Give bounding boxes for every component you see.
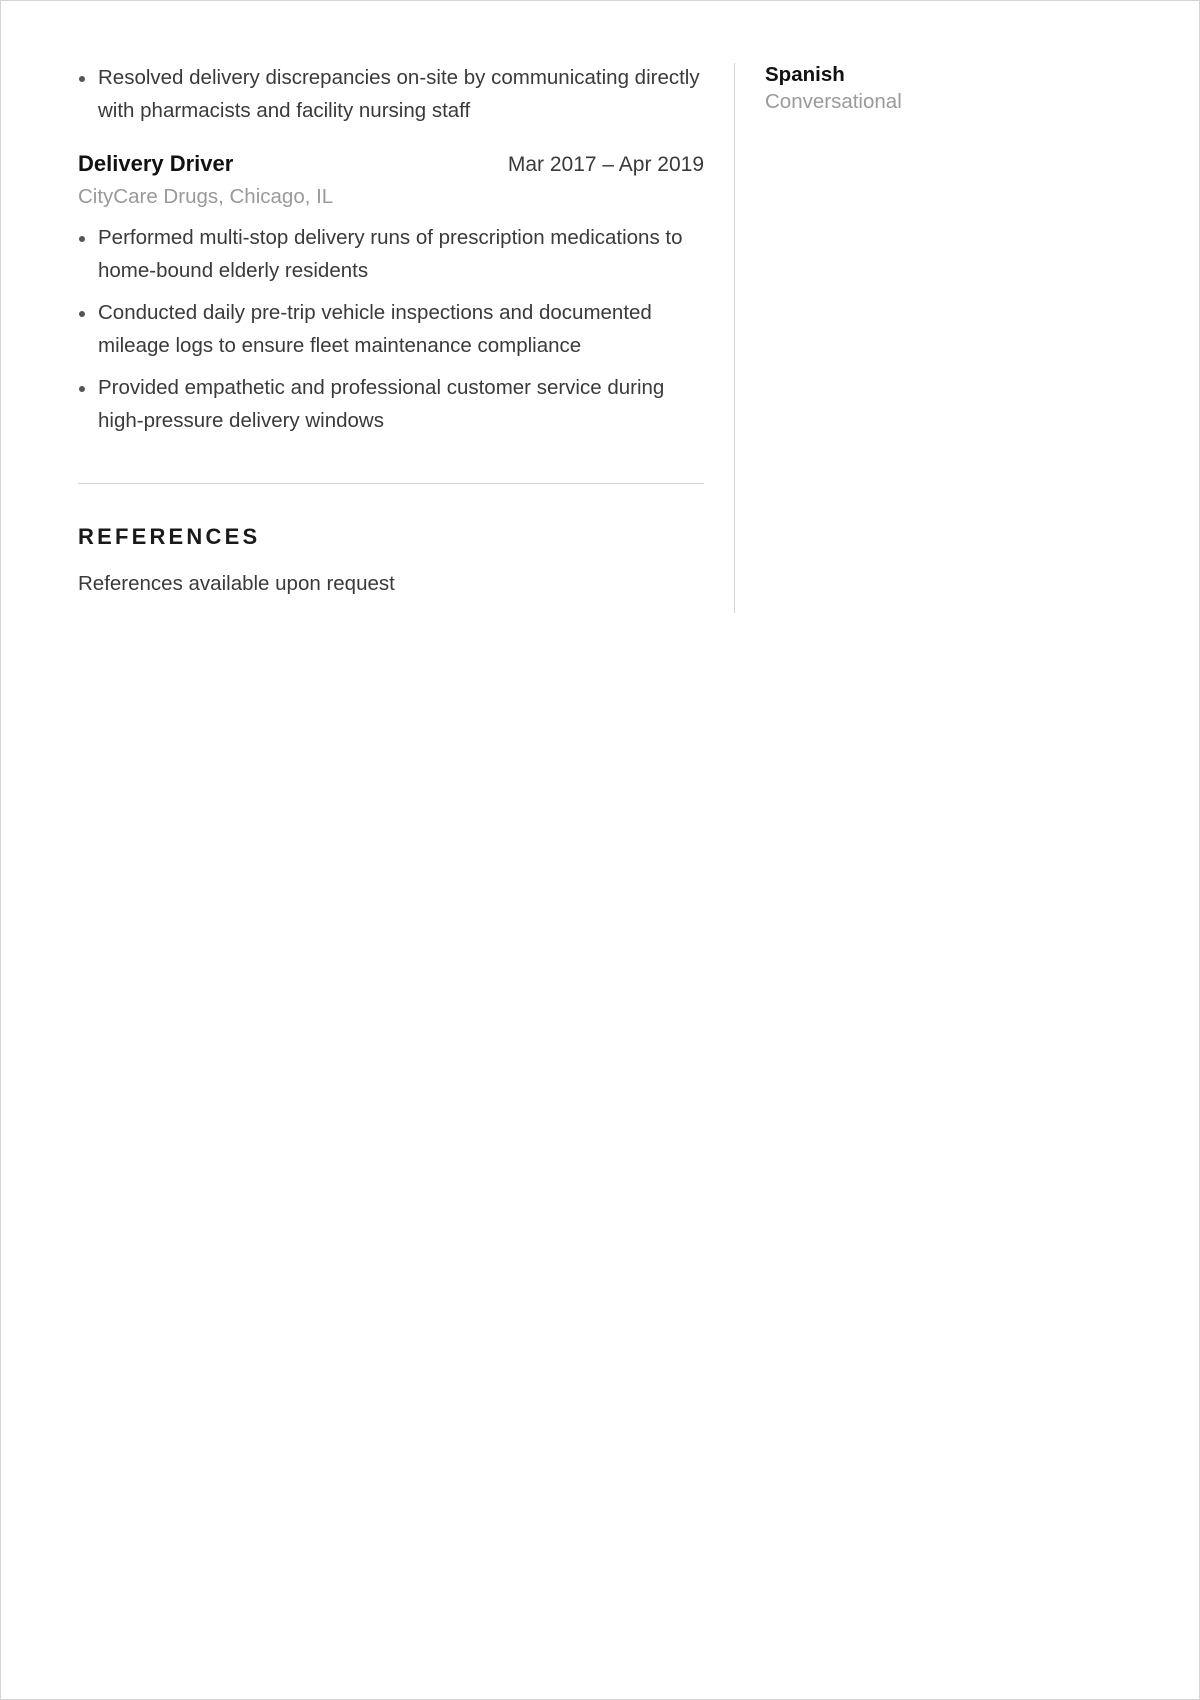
bullet-item: Performed multi-stop delivery runs of prescription medications to home-bound elderly residents — [78, 221, 704, 287]
column-divider — [734, 63, 735, 613]
bullet-item: Conducted daily pre-trip vehicle inspections and documented mileage logs to ensure fleet maintenance compliance — [78, 296, 704, 362]
job-bullets — [78, 221, 704, 437]
language-level: Conversational — [765, 90, 902, 113]
job-entry — [78, 151, 704, 437]
references-text: References available upon request — [78, 572, 395, 595]
bullet-item: Provided empathetic and professional customer service during high-pressure delivery windows — [78, 371, 704, 437]
main-column — [78, 61, 704, 596]
job-title: Delivery Driver — [78, 151, 234, 176]
previous-job-bullets — [78, 61, 704, 127]
section-divider — [78, 483, 704, 484]
language-name: Spanish — [765, 63, 845, 86]
bullet-item: Resolved delivery discrepancies on-site by communicating directly with pharmacists and facility nursing staff — [78, 61, 704, 127]
sidebar-column — [765, 61, 1145, 115]
job-dates: Mar 2017 – Apr 2019 — [507, 153, 704, 176]
job-company: CityCare Drugs, Chicago, IL — [78, 185, 334, 208]
job-header — [78, 151, 704, 181]
language-entry — [765, 61, 1145, 115]
references-heading: REFERENCES — [78, 524, 261, 549]
